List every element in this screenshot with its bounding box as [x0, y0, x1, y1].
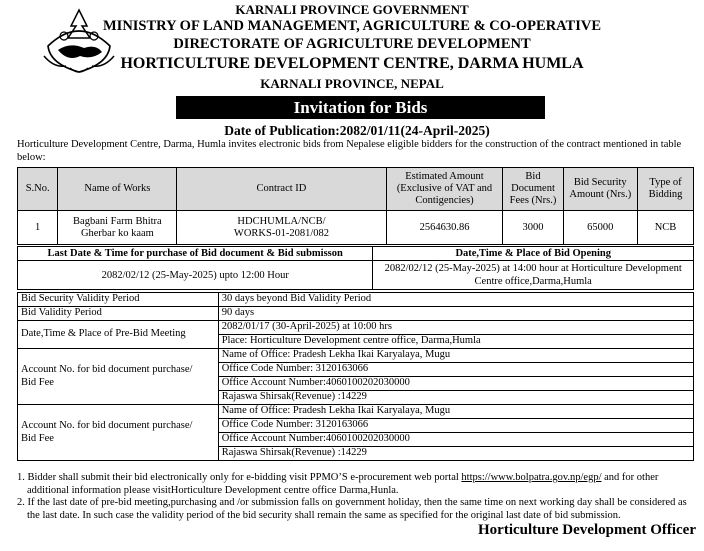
account-label-line: Bid Fee: [21, 376, 54, 388]
col-doc-fee: Bid Document Fees (Nrs.): [503, 168, 563, 211]
account2-label: [18, 405, 219, 461]
account-label-line: Account No. for bid document purchase/: [21, 363, 193, 375]
col-type: Type of Bidding: [638, 168, 694, 211]
account2-revenue: Rajaswa Shirsak(Revenue) :14229: [218, 447, 693, 461]
cell-name: [58, 211, 177, 245]
cell-sno: 1: [18, 211, 58, 245]
table-row: [18, 211, 694, 245]
account1-label: [18, 349, 219, 405]
account-label-line: Account No. for bid document purchase/: [21, 419, 193, 431]
header-location: KARNALI PROVINCE, NEPAL: [260, 76, 444, 91]
col-sno: S.No.: [18, 168, 58, 211]
account1-office: Name of Office: Pradesh Lekha Ikai Karyalaya, Mugu: [218, 349, 693, 363]
cell-type: NCB: [638, 211, 694, 245]
header-centre: HORTICULTURE DEVELOPMENT CENTRE, DARMA HUMLA: [120, 55, 584, 72]
col-contract-id: Contract ID: [177, 168, 386, 211]
name-line: Gherbar ko kaam: [80, 227, 154, 239]
account1-code: Office Code Number: 3120163066: [218, 363, 693, 377]
note-2: 2. If the last date of pre-bid meeting,purchasing and /or submission falls on government holiday, then the same time on next working day shall be considered as the last date. In such case the validity period of the bid security shall remain the same as specified for the original last date of bid submission.: [17, 497, 687, 521]
account1-revenue: Rajaswa Shirsak(Revenue) :14229: [218, 391, 693, 405]
cell-contract: [177, 211, 386, 245]
account2-office: Name of Office: Pradesh Lekha Ikai Karyalaya, Mugu: [218, 405, 693, 419]
col-name: Name of Works: [58, 168, 177, 211]
header-directorate: DIRECTORATE OF AGRICULTURE DEVELOPMENT: [173, 36, 531, 52]
submission-value: 2082/02/12 (25-May-2025) upto 12:00 Hour: [18, 261, 373, 290]
prebid-label: Date,Time & Place of Pre-Bid Meeting: [18, 321, 219, 349]
cell-security: 65000: [563, 211, 638, 245]
opening-heading: Date,Time & Place of Bid Opening: [373, 247, 694, 261]
header-province: KARNALI PROVINCE GOVERNMENT: [235, 2, 469, 17]
note-1: [17, 472, 699, 497]
dates-table: [17, 246, 694, 290]
prebid-place: Place: Horticulture Development centre office, Darma,Humla: [218, 335, 693, 349]
submission-heading: Last Date & Time for purchase of Bid document & Bid submisson: [18, 247, 373, 261]
invitation-banner: Invitation for Bids: [176, 96, 545, 119]
bid-validity-label: Bid Validity Period: [18, 307, 219, 321]
security-validity-label: Bid Security Validity Period: [18, 293, 219, 307]
signature: Horticulture Development Officer: [478, 522, 696, 538]
account-label-line: Bid Fee: [21, 432, 54, 444]
name-line: Bagbani Farm Bhitra: [73, 215, 162, 227]
publication-date: Date of Publication:2082/01/11(24-April-2025): [224, 123, 490, 138]
notes: [17, 472, 699, 522]
opening-line: Centre office,Darma,Humla: [474, 276, 592, 287]
cell-estimated: 2564630.86: [386, 211, 503, 245]
col-estimated: Estimated Amount (Exclusive of VAT and Contigencies): [386, 168, 503, 211]
contract-line: WORKS-01-2081/082: [233, 227, 329, 239]
note-1-text-after: and for other additional information please visitHorticulture Development centre office Darma,Hunla.: [27, 472, 659, 496]
bid-table-header: [18, 168, 694, 211]
col-security: Bid Security Amount (Nrs.): [563, 168, 638, 211]
egp-portal-link[interactable]: https://www.bolpatra.gov.np/egp/: [461, 472, 602, 483]
intro-text: Horticulture Development Centre, Darma, Humla invites electronic bids from Nepalese eligible bidders for the construction of the contract mentioned in table below:: [17, 139, 682, 163]
security-validity-value: 30 days beyond Bid Validity Period: [218, 293, 693, 307]
account1-number: Office Account Number:4060100202030000: [218, 377, 693, 391]
account2-code: Office Code Number: 3120163066: [218, 419, 693, 433]
details-table: [17, 292, 694, 461]
note-1-text: 1. Bidder shall submit their bid electronically only for e-bidding visit PPMO’S e-procurement web portal: [17, 472, 462, 483]
contract-line: HDCHUMLA/NCB/: [237, 215, 326, 227]
prebid-time: 2082/01/17 (30-April-2025) at 10:00 hrs: [218, 321, 693, 335]
bid-table: [17, 167, 694, 245]
bid-validity-value: 90 days: [218, 307, 693, 321]
account2-number: Office Account Number:4060100202030000: [218, 433, 693, 447]
cell-doc-fee: 3000: [503, 211, 563, 245]
opening-value: [373, 261, 694, 290]
opening-line: 2082/02/12 (25-May-2025) at 14:00 hour at Horticulture Development: [384, 263, 682, 274]
header-ministry: MINISTRY OF LAND MANAGEMENT, AGRICULTURE & CO-OPERATIVE: [102, 18, 602, 34]
